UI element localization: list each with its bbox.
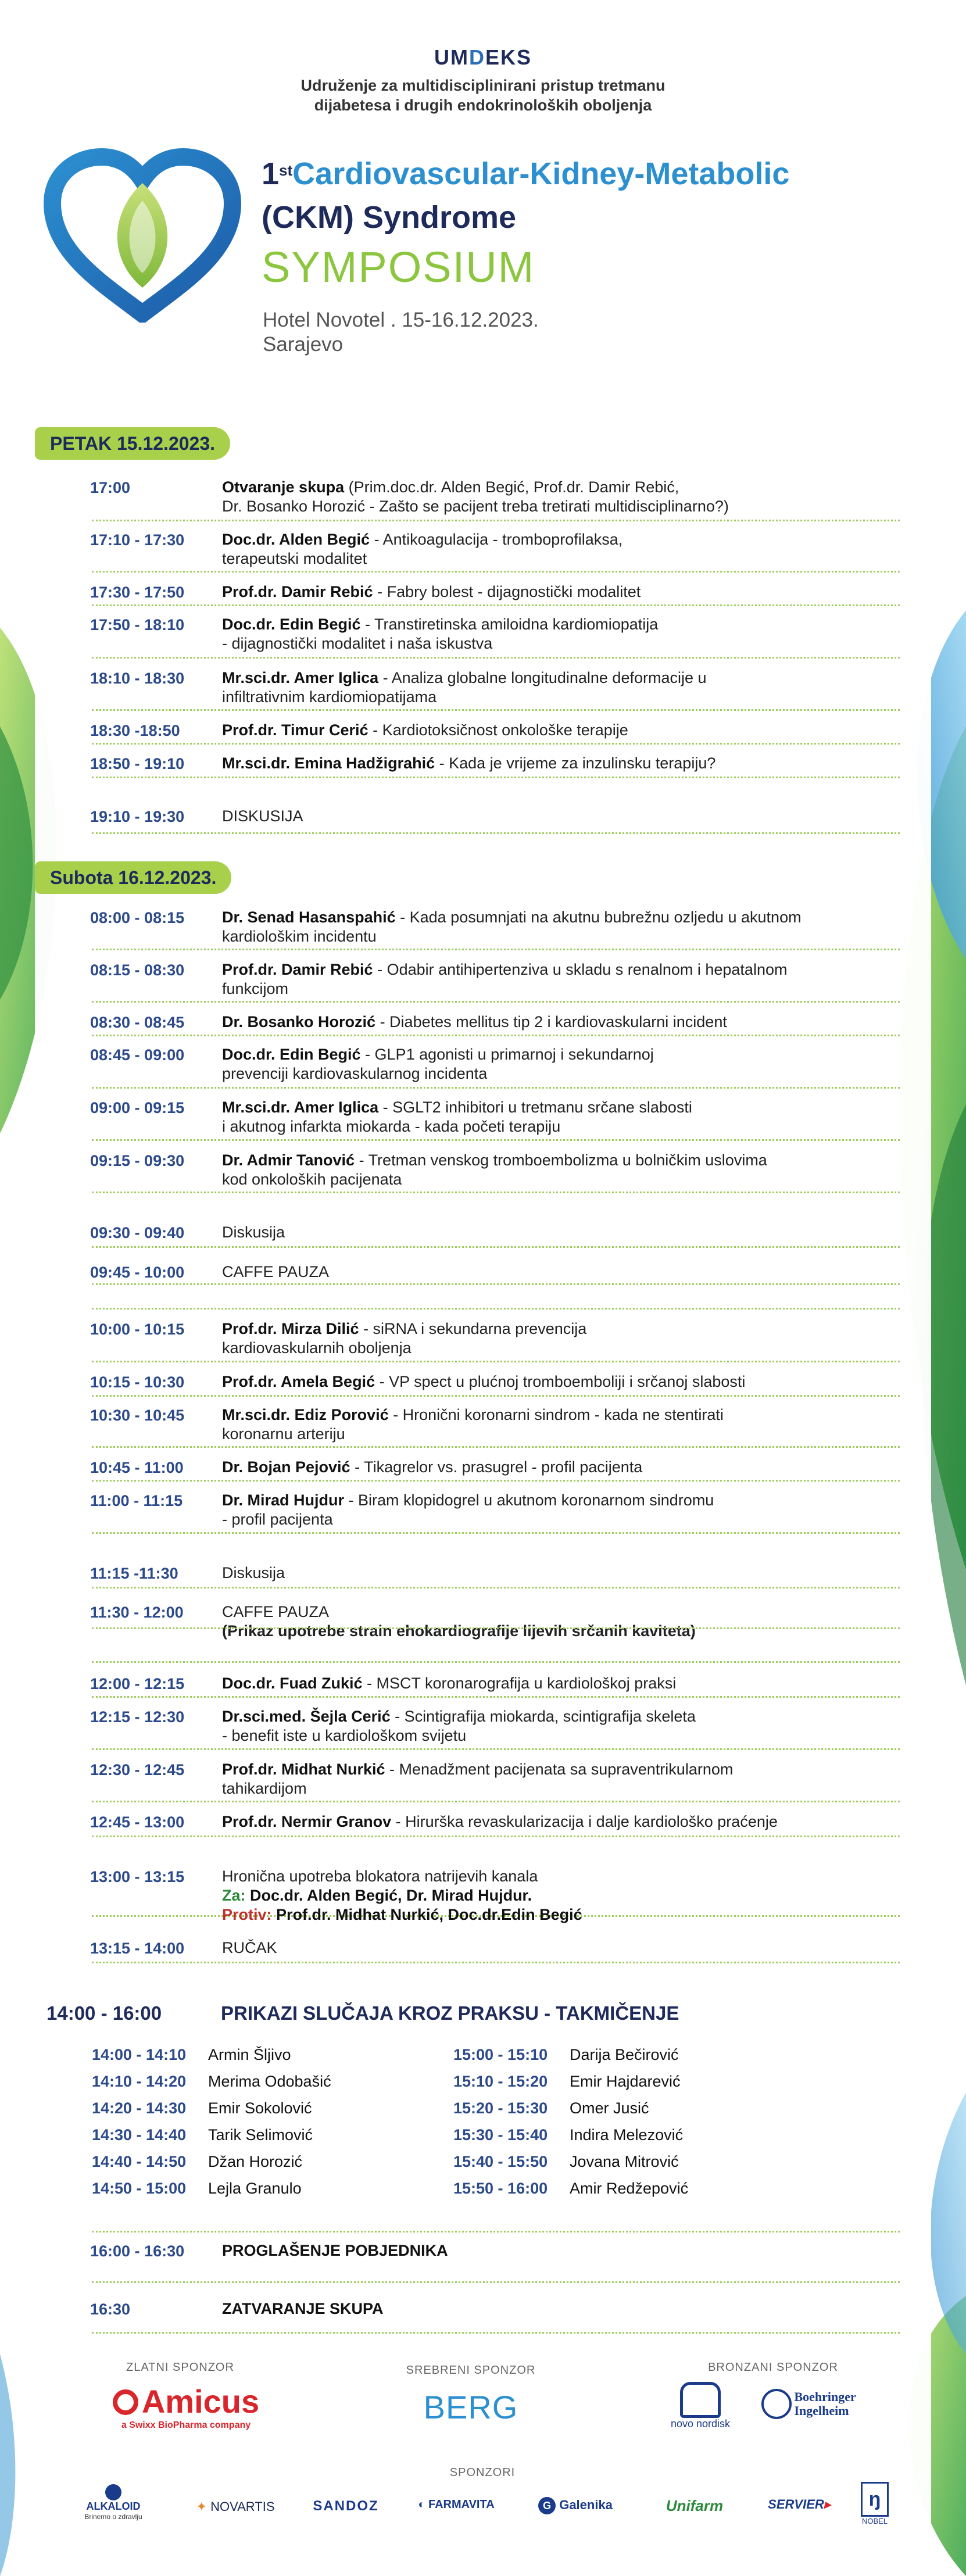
session-description [222,908,896,946]
competition-slot [92,2121,331,2148]
nobel-logo: ŋ NOBEL [854,2482,895,2525]
divider [92,2281,900,2283]
speaker-name: Mr.sci.dr. Emina Hadžigrahić [222,754,435,772]
session-time: 08:30 - 08:45 [90,1014,185,1031]
novartis-logo: ✦ NOVARTIS [196,2499,275,2514]
session-topic-line2: terapeutski modalitet [222,550,367,567]
presenter-name: Jovana Mitrović [570,2153,679,2170]
gold-sponsor-label: ZLATNI SPONZOR [126,2361,234,2374]
session-description [222,530,896,568]
session-topic: - Analiza globalne longitudinalne deformacije u [378,669,707,686]
event-title-line2: (CKM) Syndrome [262,200,517,235]
session-topic: CAFFE PAUZA [222,1603,330,1620]
competition-slot [453,2068,688,2095]
session-time: 11:15 -11:30 [90,1565,178,1582]
session-time: 09:00 - 09:15 [90,1099,185,1117]
presenter-name: Omer Jusić [570,2099,649,2117]
divider [92,1480,900,1482]
session-topic-line2: - benefit iste u kardiološkom svijetu [222,1727,467,1744]
session-topic: (Prim.doc.dr. Alden Begić, Prof.dr. Damir Rebić, [344,478,679,496]
session-description [222,807,896,826]
slot-time: 15:10 - 15:20 [453,2073,548,2090]
presenter-name: Merima Odobašić [208,2073,331,2090]
speaker-name: Prof.dr. Amela Begić [222,1373,375,1390]
session-topic: RUČAK [222,1939,277,1956]
competition-list-right [453,2041,688,2202]
divider [92,1283,900,1285]
session-topic: - Scintigrafija miokarda, scintigrafija skeleta [390,1708,696,1725]
session-time: 13:00 - 13:15 [90,1868,185,1886]
divider [92,604,900,606]
unifarm-logo: Unifarm [666,2497,724,2514]
venue-city: Sarajevo [263,333,344,356]
debate-participants: Za: Doc.dr. Alden Begić, Dr. Mirad Hujdur. Protiv: Prof.dr. Midhat Nurkić, Doc.dr.Edin Begić [222,1887,582,1923]
divider [92,1696,900,1698]
speaker-name: Dr.sci.med. Šejla Cerić [222,1708,391,1725]
sponsors-label: SPONZORI [449,2466,516,2479]
session-topic-line2: prevenciji kardiovaskularnog incidenta [222,1065,488,1082]
competition-title: PRIKAZI SLUČAJA KROZ PRAKSU - TAKMIČENJE [221,2002,679,2024]
speaker-name: Dr. Bojan Pejović [222,1458,350,1476]
session-topic-line2: infiltrativnim kardiomiopatijama [222,688,437,706]
novo-nordisk-logo: novo nordisk [651,2382,750,2430]
divider [92,1627,900,1629]
session-time: 17:00 [90,479,131,496]
speaker-name: Dr. Bosanko Horozić [222,1013,376,1031]
divider [92,777,900,778]
speaker-name: Dr. Admir Tanović [222,1151,355,1169]
session-description [222,1405,896,1444]
competition-slot [92,2175,331,2202]
alkaloid-logo: ALKALOID Brinemo o zdravlju [64,2484,163,2521]
speaker-name: Prof.dr. Damir Rebić [222,961,373,978]
session-topic-line2: kardiovaskularnih oboljenja [222,1339,412,1357]
org-line-2: dijabetesa i drugih endokrinoloških oboljenja [314,96,652,114]
competition-list-left [92,2041,331,2202]
competition-slot [92,2041,331,2068]
competition-slot [453,2121,688,2148]
divider [92,1035,900,1036]
presenter-name: Darija Bečirović [570,2046,679,2063]
slot-time: 14:40 - 14:50 [92,2153,187,2170]
session-topic: - Kardiotoksičnost onkološke terapije [368,721,628,739]
session-time: 08:00 - 08:15 [90,909,185,926]
event-title-line1: 1stCardiovascular-Kidney-Metabolic [262,156,790,191]
event-venue [263,308,539,357]
slot-time: 14:00 - 14:10 [92,2046,187,2063]
competition-slot [453,2095,688,2121]
session-topic-line2: funkcijom [222,980,289,997]
divider [92,571,900,573]
speaker-name: Otvaranje skupa [222,478,345,496]
speaker-name: Doc.dr. Fuad Zukić [222,1675,363,1692]
divider [92,743,900,745]
heart-leaf-logo-icon [41,148,244,323]
divider [92,1801,900,1802]
session-description [222,1602,896,1641]
slot-time: 14:50 - 15:00 [92,2180,187,2197]
session-description [222,1319,896,1358]
event-title-line3: SYMPOSIUM [262,243,535,291]
session-time: 12:00 - 12:15 [90,1675,185,1693]
session-topic: - VP spect u plućnoj tromboemboliji i srčanoj slabosti [375,1373,746,1390]
session-topic: - SGLT2 inhibitori u tretmanu srčane slabosti [378,1099,692,1116]
presenter-name: Lejla Granulo [208,2180,302,2197]
session-topic: - Hirurška revaskularizacija i dalje kardiološko praćenje [391,1813,778,1830]
divider [92,657,900,659]
speaker-name: Mr.sci.dr. Ediz Porović [222,1406,389,1423]
session-topic: Diskusija [222,1564,285,1582]
organization-name: UMDEKS [434,45,532,69]
sandoz-logo: SANDOZ [313,2498,379,2514]
session-time: 18:10 - 18:30 [90,670,185,687]
competition-slot [92,2068,331,2095]
session-topic-line2: kardiološkim incidentu [222,928,377,945]
presenter-name: Amir Redžepović [570,2180,689,2197]
session-description [222,1564,896,1583]
session-topic: - Diabetes mellitus tip 2 i kardiovaskularni incident [375,1013,727,1031]
session-topic-line2: - profil pacijenta [222,1511,333,1528]
silver-sponsor-label: SREBRENI SPONZOR [406,2364,536,2377]
divider [92,1661,900,1663]
session-time: 12:15 - 12:30 [90,1708,185,1726]
session-topic: - Tikagrelor vs. prasugrel - profil pacijenta [350,1458,643,1476]
speaker-name: Dr. Mirad Hujdur [222,1491,345,1509]
session-time: 10:00 - 10:15 [90,1321,185,1338]
divider [92,1395,900,1397]
speaker-name: Prof.dr. Nermir Granov [222,1813,392,1830]
session-description [222,1098,896,1136]
divider [92,1001,900,1003]
session-time: 10:15 - 10:30 [90,1373,185,1391]
session-description [222,1372,896,1391]
divider [92,1087,900,1089]
session-description [222,721,896,740]
session-time: 09:15 - 09:30 [90,1152,185,1169]
presenter-name: Emir Hajdarević [570,2073,681,2090]
speaker-name: Mr.sci.dr. Amer Iglica [222,669,379,686]
session-description [222,1223,896,1242]
session-topic-line2: - dijagnostički modalitet i naša iskustva [222,635,493,652]
session-description [222,1674,896,1693]
competition-slot [453,2175,688,2202]
session-topic: - Transtiretinska amiloidna kardiomiopatija [360,616,659,633]
session-topic: - Kada je vrijeme za inzulinsku terapiju? [435,754,716,772]
speaker-name: Prof.dr. Midhat Nurkić [222,1761,385,1778]
competition-slot [453,2148,688,2175]
session-time: 19:10 - 19:30 [90,808,185,825]
slot-time: 15:50 - 16:00 [453,2180,548,2197]
day-1-badge: PETAK 15.12.2023. [35,427,230,460]
divider [92,1532,900,1534]
session-description [222,960,896,999]
divider [92,1361,900,1362]
session-description [222,1458,896,1477]
session-time: 08:45 - 09:00 [90,1046,185,1064]
session-time: 10:30 - 10:45 [90,1407,185,1424]
session-description [222,1707,896,1745]
presenter-name: Indira Melezović [570,2126,684,2144]
divider [92,949,900,950]
speaker-name: Dr. Senad Hasanspahić [222,908,396,926]
session-topic: Hronična upotreba blokatora natrijevih kanala [222,1867,538,1885]
amicus-logo: Amicus a Swixx BioPharma company [87,2383,285,2431]
session-time: 18:30 -18:50 [90,722,180,739]
bronze-sponsor-label: BRONZANI SPONZOR [708,2361,838,2374]
presenter-name: Armin Šljivo [208,2046,291,2063]
divider [92,1246,900,1248]
session-topic-line2: kod onkoloških pacijenata [222,1171,402,1188]
session-topic: Diskusija [222,1223,285,1241]
session-description [222,1045,896,1083]
divider [92,832,900,834]
session-time: 18:50 - 19:10 [90,755,185,772]
speaker-name: Mr.sci.dr. Amer Iglica [222,1099,379,1116]
session-topic: - Menadžment pacijenata sa supraventrikularnom [385,1761,734,1778]
session-time: 17:30 - 17:50 [90,584,185,601]
presenter-name: Emir Sokolović [208,2099,312,2117]
divider [92,1192,900,1193]
divider [92,1446,900,1448]
venue-date: Hotel Novotel . 15-16.12.2023. [263,309,539,331]
speaker-name: Prof.dr. Mirza Dilić [222,1320,359,1337]
session-description [222,1760,896,1798]
slot-time: 15:30 - 15:40 [453,2126,548,2144]
presenter-name: Džan Horozić [208,2153,303,2170]
session-description [222,1491,896,1529]
slot-time: 15:40 - 15:50 [453,2153,548,2170]
berg-logo: BERG [423,2389,518,2425]
session-description [222,478,896,516]
slot-time: 14:10 - 14:20 [92,2073,187,2090]
slot-time: 14:30 - 14:40 [92,2126,187,2144]
session-topic: - Kada posumnjati na akutnu bubrežnu ozljedu u akutnom [395,908,802,926]
session-time: 10:45 - 11:00 [90,1459,184,1476]
divider [92,2231,900,2232]
divider [92,520,900,521]
speaker-name: Doc.dr. Edin Begić [222,1046,361,1063]
session-topic-line2: tahikardijom [222,1780,307,1797]
speaker-name: Prof.dr. Timur Cerić [222,721,368,739]
divider [92,1836,900,1837]
session-description [222,668,896,707]
session-topic: - siRNA i sekundarna prevencija [359,1320,587,1337]
org-line-1: Udruženje za multidisciplinirani pristup tretmanu [300,77,666,94]
session-topic: - GLP1 agonisti u primarnoj i sekundarnoj [360,1046,654,1063]
divider [92,1308,900,1310]
organization-description [0,76,966,115]
session-topic-line2: (Prikaz upotrebe strain ehokardiografije lijevih srčanih kaviteta) [222,1622,696,1640]
day-2-badge: Subota 16.12.2023. [35,861,231,894]
session-description [222,615,896,653]
session-description [222,1938,896,1958]
session-time: 12:45 - 13:00 [90,1813,185,1831]
session-topic: CAFFE PAUZA [222,1263,330,1280]
session-topic: - Hronični koronarni sindrom - kada ne stentirati [388,1406,724,1423]
presenter-name: Tarik Selimović [208,2126,313,2144]
divider [92,709,900,711]
divider [92,2332,900,2334]
divider [92,1587,900,1588]
farmavita-logo: ◐ FARMAVITA [418,2498,495,2511]
speaker-name: Doc.dr. Alden Begić [222,531,370,548]
session-topic: DISKUSIJA [222,807,303,825]
session-description [222,1812,896,1831]
session-time: 11:00 - 11:15 [90,1492,183,1509]
slot-time: 15:00 - 15:10 [453,2046,548,2063]
session-description [222,754,896,773]
competition-time: 14:00 - 16:00 [46,2002,162,2024]
session-topic: - Biram klopidogrel u akutnom koronarnom sindromu [344,1491,714,1509]
session-description [222,582,896,602]
session-time: 17:50 - 18:10 [90,616,185,634]
session-topic: - Fabry bolest - dijagnostički modalitet [373,583,641,600]
session-time: 09:30 - 09:40 [90,1224,185,1242]
competition-slot [92,2148,331,2175]
sponsor-logos-row [64,2476,901,2528]
session-description [222,1867,896,1886]
speaker-name: Doc.dr. Edin Begić [222,616,361,633]
divider [92,1962,900,1963]
session-topic: - Odabir antihipertenziva u skladu s renalnom i hepatalnom [373,961,788,978]
competition-slot [92,2095,331,2121]
boehringer-logo: Boehringer Ingelheim [761,2389,895,2419]
session-topic-line2: i akutnog infarkta miokarda - kada početi terapiju [222,1118,561,1135]
divider [92,1748,900,1750]
session-topic: - MSCT koronarografija u kardiološkoj praksi [362,1675,677,1692]
session-description [222,1151,896,1189]
session-topic-line2: Dr. Bosanko Horozić - Zašto se pacijent treba tretirati multidisciplinarno?) [222,498,729,515]
session-description [222,1262,896,1282]
session-description [222,1012,896,1032]
session-time: 12:30 - 12:45 [90,1761,185,1779]
session-time: 09:45 - 10:00 [90,1264,185,1281]
session-topic: - Tretman venskog tromboembolizma u bolničkim uslovima [355,1151,767,1169]
competition-slot [453,2041,688,2068]
speaker-name: Prof.dr. Damir Rebić [222,583,373,600]
session-time: 13:15 - 14:00 [90,1940,185,1957]
session-time: 11:30 - 12:00 [90,1604,184,1621]
galenika-logo: G Galenika [517,2497,634,2514]
session-topic-line2: koronarnu arteriju [222,1425,345,1443]
slot-time: 14:20 - 14:30 [92,2099,187,2117]
slot-time: 15:20 - 15:30 [453,2099,548,2117]
session-time: 08:15 - 08:30 [90,961,185,979]
divider [92,1139,900,1141]
servier-logo: SERVIER▸ [768,2497,831,2511]
session-time: 17:10 - 17:30 [90,531,185,549]
session-topic: - Antikoagulacija - tromboprofilaksa, [370,531,623,548]
